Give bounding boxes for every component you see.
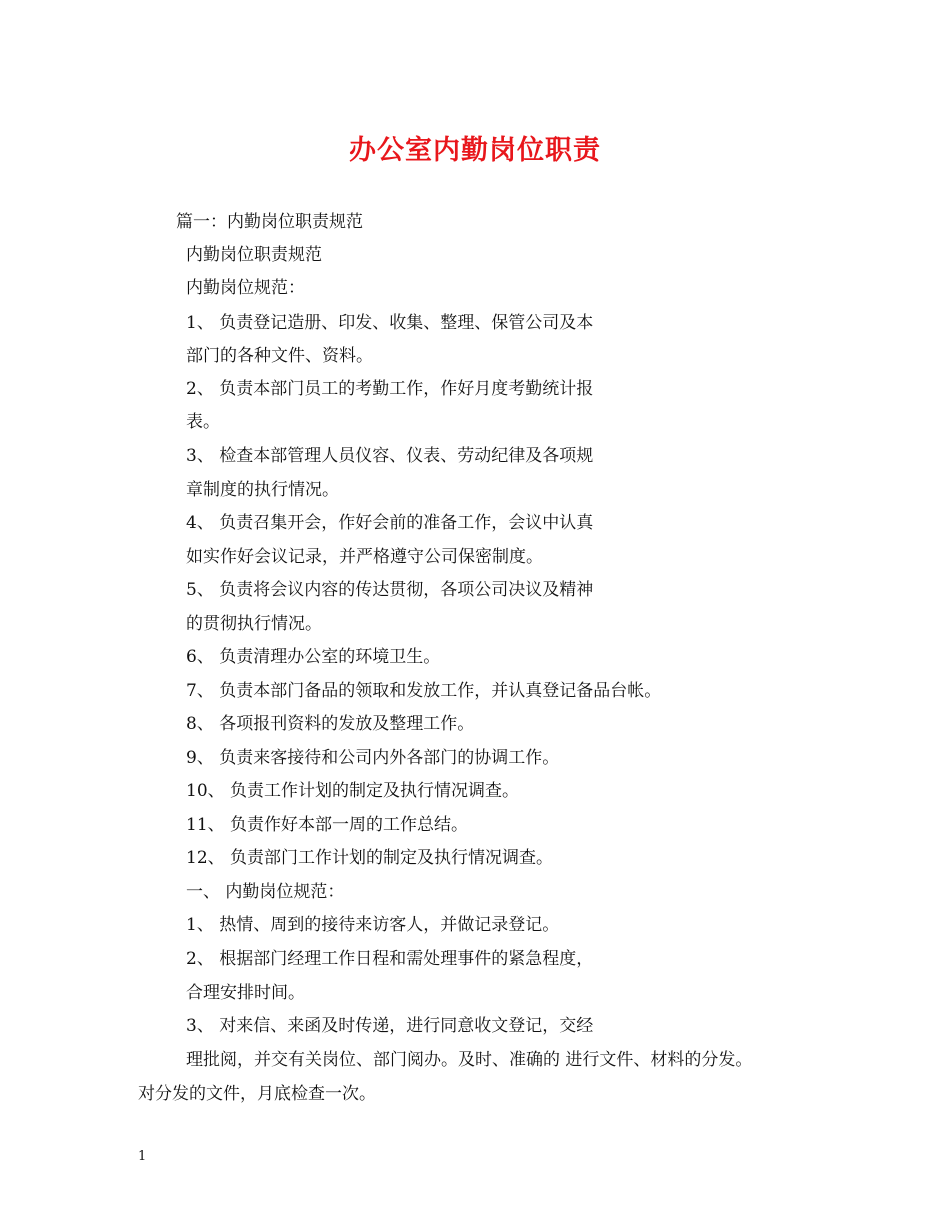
text-line: 表。 <box>186 412 220 432</box>
text-line: 内勤岗位职责规范 <box>186 245 322 265</box>
text-line: 10、 负责工作计划的制定及执行情况调查。 <box>186 781 520 801</box>
text-line: 部门的各种文件、资料。 <box>186 346 373 366</box>
text-line: 5、 负责将会议内容的传达贯彻，各项公司决议及精神 <box>186 580 594 600</box>
text-line: 11、 负责作好本部一周的工作总结。 <box>186 815 469 835</box>
text-line: 1、 负责登记造册、印发、收集、整理、保管公司及本 <box>186 313 594 333</box>
text-line: 12、 负责部门工作计划的制定及执行情况调查。 <box>186 848 554 868</box>
text-line: 合理安排时间。 <box>186 983 305 1003</box>
text-line: 1、 热情、周到的接待来访客人，并做记录登记。 <box>186 915 560 935</box>
text-line: 3、 检查本部管理人员仪容、仪表、劳动纪律及各项规 <box>186 446 594 466</box>
text-line: 篇一：内勤岗位职责规范 <box>176 212 363 232</box>
document-title: 办公室内勤岗位职责 <box>349 135 601 166</box>
text-line: 4、 负责召集开会，作好会前的准备工作，会议中认真 <box>186 513 594 533</box>
text-line: 对分发的文件，月底检查一次。 <box>138 1084 376 1104</box>
text-line: 8、 各项报刊资料的发放及整理工作。 <box>186 714 475 734</box>
text-line: 如实作好会议记录，并严格遵守公司保密制度。 <box>186 547 543 567</box>
text-line: 3、 对来信、来函及时传递，进行同意收文登记，交经 <box>186 1016 594 1036</box>
page-number: 1 <box>138 1149 147 1164</box>
text-line: 理批阅，并交有关岗位、部门阅办。及时、准确的 进行文件、材料的分发。 <box>186 1050 753 1070</box>
text-line: 内勤岗位规范： <box>186 278 305 298</box>
text-line: 2、 根据部门经理工作日程和需处理事件的紧急程度， <box>186 949 594 969</box>
text-line: 6、 负责清理办公室的环境卫生。 <box>186 647 441 667</box>
text-line: 章制度的执行情况。 <box>186 480 339 500</box>
text-line: 一、 内勤岗位规范： <box>186 882 345 902</box>
text-line: 的贯彻执行情况。 <box>186 614 322 634</box>
text-line: 2、 负责本部门员工的考勤工作，作好月度考勤统计报 <box>186 379 594 399</box>
text-line: 7、 负责本部门备品的领取和发放工作，并认真登记备品台帐。 <box>186 681 662 701</box>
text-line: 9、 负责来客接待和公司内外各部门的协调工作。 <box>186 748 560 768</box>
